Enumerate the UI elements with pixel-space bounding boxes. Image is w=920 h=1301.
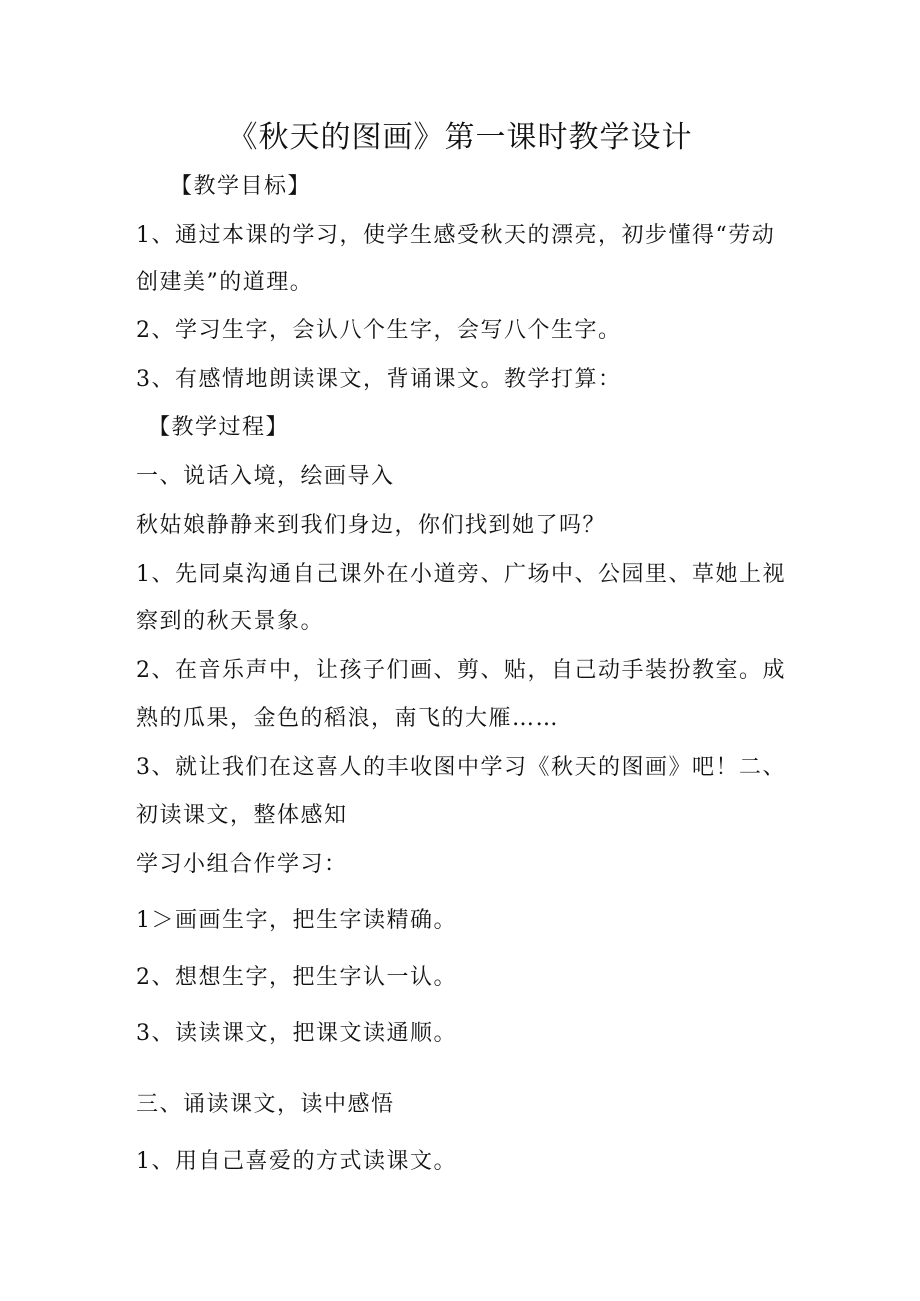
process-line: 1、先同桌沟通自己课外在小道旁、广场中、公园里、草她上视: [136, 562, 786, 587]
process-line: 初读课文，整体感知: [136, 803, 348, 828]
objective-line: 创建美”的道理。: [136, 270, 314, 295]
process-line: 2、想想生字，把生字认一认。: [136, 965, 457, 990]
process-heading: 【教学过程】: [148, 415, 290, 440]
objective-line: 3、有感情地朗读课文，背诵课文。教学打算：: [136, 367, 622, 392]
objective-line: 1、通过本课的学习，使学生感受秋天的漂亮，初步懂得“劳动: [136, 223, 776, 248]
document-title: 《秋天的图画》第一课时教学设计: [227, 120, 693, 155]
process-line: 察到的秋天景象。: [136, 609, 325, 634]
process-line: 3、读读课文，把课文读通顺。: [136, 1021, 457, 1046]
process-line: 熟的瓜果，金色的稻浪，南飞的大雁……: [136, 706, 560, 731]
process-line: 学习小组合作学习：: [136, 852, 348, 877]
objective-line: 2、学习生字，会认八个生字，会写八个生字。: [136, 318, 622, 343]
process-line: 秋姑娘静静来到我们身边，你们找到她了吗？: [136, 513, 607, 538]
process-line: 1＞画画生字，把生字读精确。: [136, 908, 457, 933]
objectives-heading: 【教学目标】: [170, 174, 312, 199]
process-line: 3、就让我们在这喜人的丰收图中学习《秋天的图画》吧！二、: [136, 755, 786, 780]
process-line: 2、在音乐声中，让孩子们画、剪、贴，自己动手装扮教室。成: [136, 658, 786, 683]
process-line: 1、用自己喜爱的方式读课文。: [136, 1149, 457, 1174]
process-line: 一、说话入境，绘画导入: [136, 464, 395, 489]
process-line: 三、诵读课文，读中感悟: [136, 1092, 395, 1117]
